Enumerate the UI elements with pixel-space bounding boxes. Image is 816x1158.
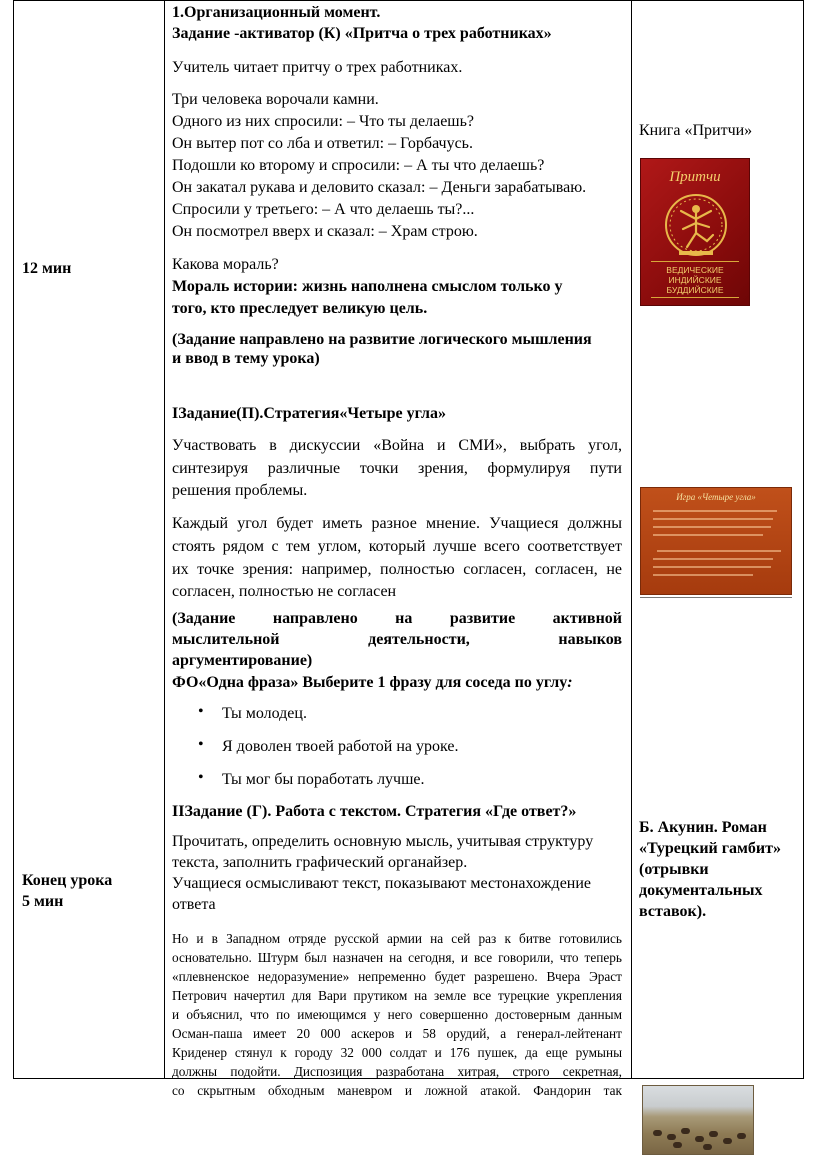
excerpt-line: со скрытным обходным маневром и ложной атакой. Фандорин так — [172, 1083, 622, 1098]
phrase-item: Я доволен твоей работой на уроке. — [222, 738, 459, 755]
section1-task: Задание -активатор (К) «Притча о трех работниках» — [172, 25, 552, 42]
moral-line: Мораль истории: жизнь наполнена смыслом только у — [172, 278, 563, 295]
parable-line: Одного из них спросили: – Что ты делаешь? — [172, 113, 475, 130]
time-end-of-lesson: Конец урока — [22, 872, 113, 889]
excerpt-line: основательно. Штурм был назначен на сегодня, и все говорили, что теперь — [172, 950, 622, 965]
slide-text-line — [657, 550, 781, 552]
section2-para1-line: Участвовать в дискуссии «Война и СМИ», выбрать угол, — [172, 437, 622, 454]
section2-aim-line: аргументирование) — [172, 652, 313, 669]
section2-aim-line: (Задание направлено на развитие активной — [172, 610, 622, 627]
bullet-icon: • — [198, 769, 204, 786]
section3-para-line: ответа — [172, 896, 216, 913]
slide-underline — [640, 597, 792, 598]
cavalry-photo-image — [642, 1085, 754, 1155]
slide-text-line — [653, 510, 777, 512]
four-corners-slide-image — [640, 487, 792, 595]
horse-icon — [703, 1144, 712, 1150]
bullet-icon: • — [198, 736, 204, 753]
book-subtitle-line: ВЕДИЧЕСКИЕ — [666, 265, 724, 275]
table-left-border — [13, 0, 14, 1079]
table-right-border — [803, 0, 804, 1079]
section2-para1-line: решения проблемы. — [172, 482, 308, 499]
section1-heading: 1.Организационный момент. — [172, 4, 381, 21]
section2-para1-line: синтезируя различные точки зрения, формулируя пути — [172, 460, 622, 477]
section2-para2-line: Каждый угол будет иметь разное мнение. Учащиеся должны — [172, 515, 622, 532]
book-cover-image — [640, 158, 750, 306]
time-5-min: 5 мин — [22, 893, 64, 910]
horse-icon — [673, 1142, 682, 1148]
horse-icon — [709, 1131, 718, 1137]
column-divider-1 — [164, 0, 165, 1079]
excerpt-line: должны подойти. Диспозиция разработана хитрая, строго секретная, — [172, 1064, 622, 1079]
slide-text-line — [653, 558, 773, 560]
excerpt-line: Но и в Западном отряде русской армии на сей раз к битве готовились — [172, 931, 622, 946]
section2-para2-line: их точке зрения: например, полностью согласен, согласен, не — [172, 561, 622, 578]
section2-para2-line: стоять рядом с тем углом, который лучше всего соответствует — [172, 538, 622, 555]
section1-aim: (Задание направлено на развитие логического мышления — [172, 331, 592, 348]
horse-icon — [667, 1134, 676, 1140]
section1-intro: Учитель читает притчу о трех работниках. — [172, 59, 463, 76]
book-cover-subtitle — [641, 265, 749, 295]
moral-question: Какова мораль? — [172, 256, 279, 273]
slide-text-line — [653, 566, 771, 568]
table-top-border — [13, 0, 804, 1]
slide-text-line — [653, 534, 763, 536]
slide-title: Игра «Четыре угла» — [676, 492, 756, 502]
column-divider-2 — [631, 0, 632, 1079]
parable-line: Он закатал рукава и деловито сказал: – Деньги зарабатываю. — [172, 179, 587, 196]
slide-text-line — [653, 518, 773, 520]
fo-colon: : — [567, 674, 573, 691]
novel-line: «Турецкий гамбит» — [639, 840, 781, 857]
moral-line: того, кто преследует великую цель. — [172, 300, 428, 317]
excerpt-line: Осман-паша имеет 20 000 аскеров и 58 орудий, а генерал-лейтенант — [172, 1026, 622, 1041]
novel-line: вставок). — [639, 903, 707, 920]
fo-one-phrase — [172, 672, 573, 694]
excerpt-line: «плевненское недоразумение» непременно будет разрешено. Вчера Эраст — [172, 969, 622, 984]
phrase-item: Ты молодец. — [222, 705, 307, 722]
section3-para-line: текста, заполнить графический органайзер. — [172, 854, 468, 871]
bullet-icon: • — [198, 703, 204, 720]
book-label: Книга «Притчи» — [639, 122, 753, 139]
parable-line: Он вытер пот со лба и ответил: – Горбачусь. — [172, 135, 473, 152]
fo-text: ФО«Одна фраза» Выберите 1 фразу для соседа по углу — [172, 674, 568, 691]
phrase-item: Ты мог бы поработать лучше. — [222, 771, 425, 788]
parable-line: Спросили у третьего: – А что делаешь ты?... — [172, 201, 475, 218]
horse-icon — [681, 1128, 690, 1134]
horse-icon — [695, 1136, 704, 1142]
section2-heading: IЗадание(П).Стратегия«Четыре угла» — [172, 405, 447, 422]
section2-para2-line: согласен, полностью не согласен — [172, 583, 397, 600]
section3-para-line: Учащиеся осмысливают текст, показывают местонахождение — [172, 875, 592, 892]
slide-text-line — [653, 526, 771, 528]
parable-line: Он посмотрел вверх и сказал: – Храм строю. — [172, 223, 478, 240]
horse-icon — [653, 1130, 662, 1136]
horse-icon — [737, 1133, 746, 1139]
time-12-min: 12 мин — [22, 260, 72, 277]
section1-aim: и ввод в тему урока) — [172, 350, 320, 367]
section3-heading: IIЗадание (Г). Работа с текстом. Стратегия «Где ответ?» — [172, 803, 577, 820]
book-divider — [651, 261, 739, 262]
section3-para-line: Прочитать, определить основную мысль, учитывая структуру — [172, 833, 594, 850]
dancing-shiva-icon — [641, 185, 751, 265]
excerpt-line: Криденер стянул к городу 32 000 солдат и 176 пушек, да еще румыны — [172, 1045, 622, 1060]
excerpt-line: Петрович начертил для Вари прутиком на земле все турецкие укрепления — [172, 988, 622, 1003]
section2-aim-line: мыслительной деятельности, навыков — [172, 631, 622, 648]
novel-line: (отрывки — [639, 861, 709, 878]
novel-line: документальных — [639, 882, 763, 899]
horse-icon — [723, 1138, 732, 1144]
book-subtitle-line: ИНДИЙСКИЕ — [668, 275, 722, 285]
novel-line: Б. Акунин. Роман — [639, 819, 767, 836]
parable-line: Три человека ворочали камни. — [172, 91, 379, 108]
book-subtitle-line: БУДДИЙСКИЕ — [666, 285, 724, 295]
book-cover-title: Притчи — [669, 169, 721, 185]
excerpt-line: и объяснил, что по имеющимся у него совершенно достоверным данным — [172, 1007, 622, 1022]
slide-text-line — [653, 574, 753, 576]
parable-line: Подошли ко второму и спросили: – А ты что делаешь? — [172, 157, 545, 174]
book-divider — [651, 297, 739, 298]
